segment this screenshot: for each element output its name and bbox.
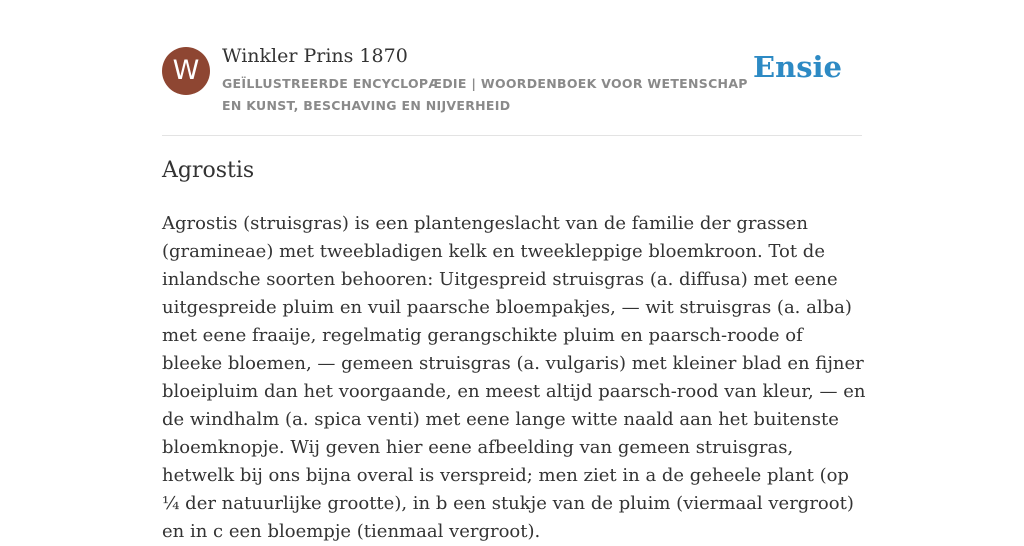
ensie-logo[interactable]: Ensie <box>753 50 842 84</box>
source-subtitle: GEÏLLUSTREERDE ENCYCLOPÆDIE | WOORDENBOEK VOOR WETENSCHAP EN KUNST, BESCHAVING EN NIJVERHEID <box>222 76 748 113</box>
source-header <box>162 0 862 136</box>
source-title[interactable]: Winkler Prins 1870 <box>222 45 408 67</box>
entry-body: Agrostis (struisgras) is een plantengeslacht van de familie der grassen (gramineae) met tweebladigen kelk en tweekleppige bloemkroon. Tot de inlandsche soorten behooren: Uitgespreid struisgras (a. diffusa) met eene uitgespreide pluim en vuil paarsche bloempakjes, — wit struisgras (a. alba) met eene fraaije, regelmatig gerangschikte pluim en paarsch-roode of bleeke bloemen, — gemeen struisgras (a. vulgaris) met kleiner blad en fijner bloeipluim dan het voorgaande, en meest altijd paarsch-rood van kleur, — en de windhalm (a. spica venti) met eene lange witte naald aan het buitenste bloemknopje. Wij geven hier eene afbeelding van gemeen struisgras, hetwelk bij ons bijna overal is verspreid; men ziet in a de geheele plant (op ¼ der natuurlijke grootte), in b een stukje van de pluim (viermaal vergroot) en in c een bloempje (tienmaal vergroot). <box>162 213 866 542</box>
source-avatar[interactable]: W <box>162 47 210 95</box>
entry-container <box>162 0 866 542</box>
entry-title: Agrostis <box>162 158 255 183</box>
